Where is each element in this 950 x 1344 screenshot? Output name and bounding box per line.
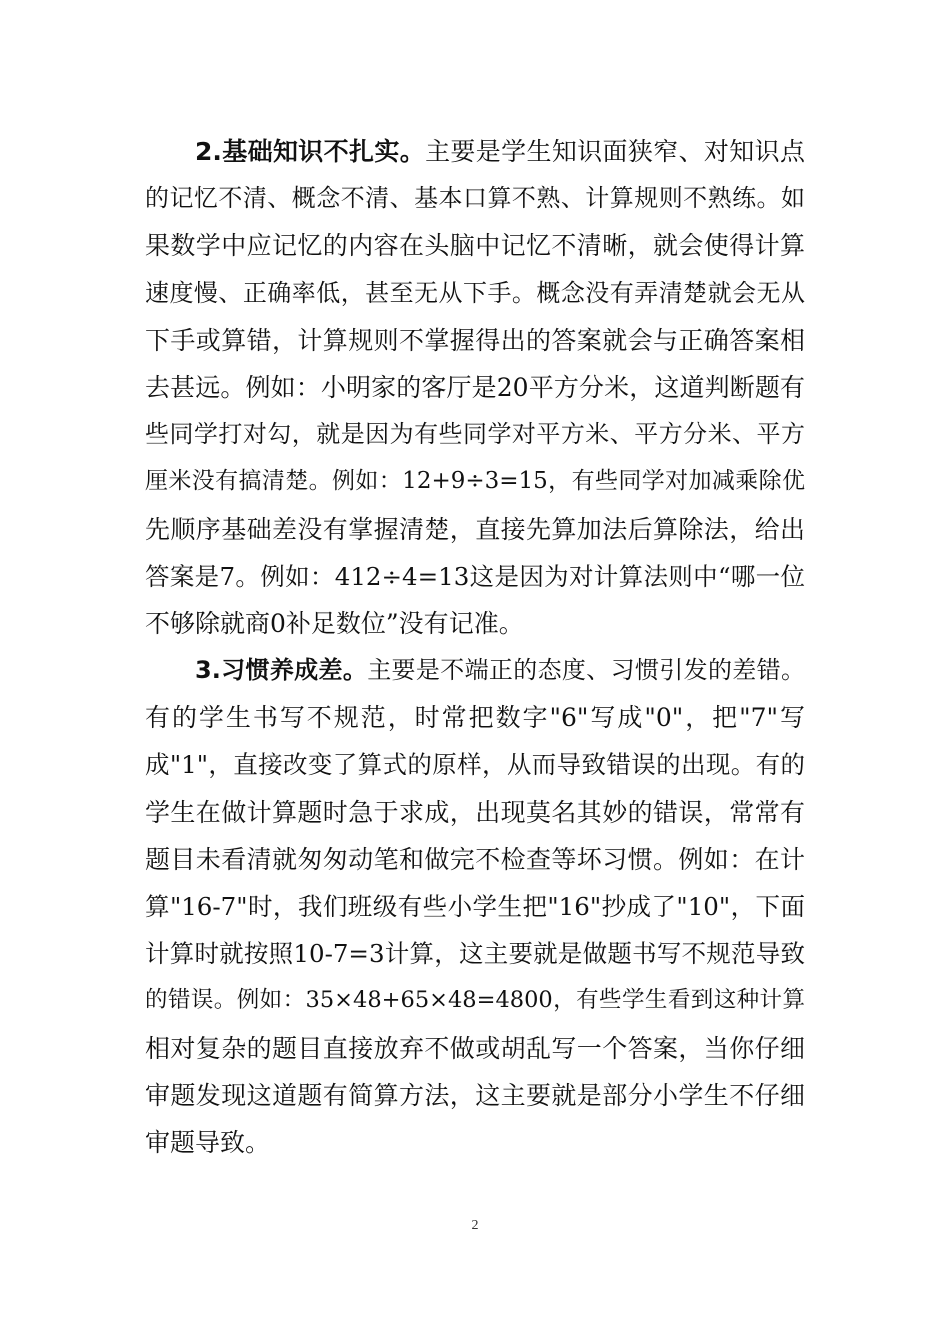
paragraph-2-line: 相对复杂的题目直接放弃不做或胡乱写一个答案，当你仔细	[145, 1033, 805, 1063]
paragraph-1-line: 下手或算错，计算规则不掌握得出的答案就会与正确答案相	[145, 325, 805, 355]
paragraph-1-first-line	[145, 128, 805, 175]
paragraph-1-line: 主要是学生知识面狭窄、对知识点	[425, 137, 805, 166]
body-text	[145, 128, 805, 1166]
paragraph-1-line: 先顺序基础差没有掌握清楚，直接先算加法后算除法，给出	[145, 514, 805, 544]
paragraph-2-heading: 3.习惯养成差。	[195, 656, 368, 685]
paragraph-2-line: 有的学生书写不规范，时常把数字"6"写成"0"，把"7"写	[145, 703, 805, 733]
paragraph-2-line: 算"16-7"时，我们班级有些小学生把"16"抄成了"10"，下面	[145, 892, 805, 921]
paragraph-1-line: 果数学中应记忆的内容在头脑中记忆不清晰，就会使得计算	[145, 231, 805, 261]
paragraph-2-line: 计算时就按照10-7=3计算，这主要就是做题书写不规范导致	[145, 939, 805, 969]
paragraph-2-line: 主要是不端正的态度、习惯引发的差错。	[367, 656, 805, 685]
paragraph-1-line: 的记忆不清、概念不清、基本口算不熟、计算规则不熟练。如	[145, 184, 805, 213]
page-number: 2	[471, 1218, 479, 1233]
paragraph-2-line: 学生在做计算题时急于求成，出现莫名其妙的错误，常常有	[145, 797, 805, 827]
paragraph-2-line: 审题发现这道题有简算方法，这主要就是部分小学生不仔细	[145, 1080, 805, 1110]
paragraph-1-line: 不够除就商0补足数位”没有记准。	[145, 608, 524, 638]
paragraph-1-line: 厘米没有搞清楚。例如：12+9÷3=15，有些同学对加减乘除优	[145, 468, 805, 495]
paragraph-1-line: 答案是7。例如：412÷4=13这是因为对计算法则中“哪一位	[145, 561, 805, 591]
paragraph-2-line: 审题导致。	[145, 1127, 271, 1157]
paragraph-1-heading: 2.基础知识不扎实。	[195, 137, 426, 166]
paragraph-2-first-line	[145, 647, 805, 694]
paragraph-2-line: 题目未看清就匆匆动笔和做完不检查等坏习惯。例如：在计	[145, 844, 805, 874]
paragraph-1-line: 速度慢、正确率低，甚至无从下手。概念没有弄清楚就会无从	[145, 278, 805, 307]
paragraph-1-line: 去甚远。例如：小明家的客厅是20平方分米，这道判断题有	[145, 372, 805, 402]
paragraph-2-line: 的错误。例如：35×48+65×48=4800，有些学生看到这种计算	[145, 987, 805, 1014]
paragraph-1-line: 些同学打对勾，就是因为有些同学对平方米、平方分米、平方	[145, 420, 805, 449]
paragraph-2-line: 成"1"，直接改变了算式的原样，从而导致错误的出现。有的	[145, 750, 805, 780]
